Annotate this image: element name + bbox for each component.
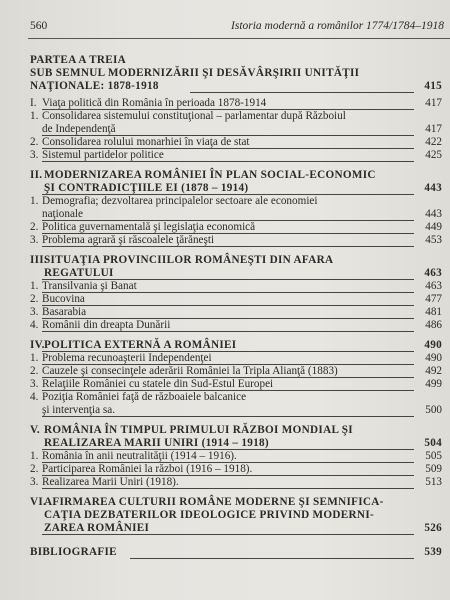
entry-number: III. bbox=[30, 254, 48, 266]
toc-item bbox=[30, 234, 442, 247]
section-heading bbox=[30, 97, 442, 110]
part-heading-line: SUB SEMNUL MODERNIZĂRII ŞI DESĂVÂRŞIRII UNITĂŢII bbox=[30, 67, 360, 79]
page-ref: 477 bbox=[425, 293, 442, 305]
entry-text: ZAREA ROMÂNIEI bbox=[44, 522, 150, 534]
toc-item bbox=[30, 391, 442, 404]
page-ref: 422 bbox=[425, 136, 442, 148]
page-ref: 453 bbox=[425, 234, 442, 246]
toc-item bbox=[30, 195, 442, 208]
spacer bbox=[30, 417, 442, 424]
entry-number: 1. bbox=[30, 450, 39, 462]
toc-item bbox=[30, 280, 442, 293]
entry-number: II. bbox=[30, 169, 43, 181]
entry-number: 3. bbox=[30, 149, 39, 161]
entry-number: I. bbox=[30, 97, 37, 109]
entry-text: Participarea României la război (1916 – 1918). bbox=[42, 463, 253, 475]
toc-item bbox=[30, 319, 442, 332]
toc-item bbox=[30, 110, 442, 123]
part-title: PARTEA A TREIA bbox=[30, 54, 127, 66]
section-heading bbox=[30, 169, 442, 182]
toc-item bbox=[30, 123, 442, 136]
page-ref: 425 bbox=[425, 149, 442, 161]
entry-number: 2. bbox=[30, 293, 39, 305]
entry-number: 3. bbox=[30, 234, 39, 246]
page-ref: 509 bbox=[425, 463, 442, 475]
entry-number: 1. bbox=[30, 352, 39, 364]
toc-item bbox=[30, 136, 442, 149]
entry-number: V. bbox=[30, 424, 41, 436]
dot-leader bbox=[42, 246, 414, 247]
section-heading bbox=[30, 254, 442, 267]
section-heading bbox=[30, 509, 442, 522]
entry-number: 2. bbox=[30, 365, 39, 377]
page-ref: 486 bbox=[425, 319, 442, 331]
entry-text: POLITICA EXTERNĂ A ROMÂNIEI bbox=[44, 339, 237, 351]
entry-text: Consolidarea rolului monarhiei în viaţa de stat bbox=[42, 136, 250, 148]
toc-body bbox=[30, 93, 442, 559]
entry-number: VI. bbox=[30, 496, 47, 508]
page-number: 560 bbox=[30, 20, 48, 32]
section-heading bbox=[30, 424, 442, 437]
entry-text: Românii din dreapta Dunării bbox=[42, 319, 171, 331]
spacer bbox=[30, 535, 442, 542]
toc-item bbox=[30, 378, 442, 391]
entry-text: Problema agrară şi răscoalele ţărăneşti bbox=[42, 234, 215, 246]
page-ref: 490 bbox=[424, 339, 442, 351]
section-heading bbox=[30, 267, 442, 280]
entry-text: Realizarea Marii Uniri (1918). bbox=[42, 476, 179, 488]
spacer bbox=[30, 162, 442, 169]
entry-number: 1. bbox=[30, 110, 39, 122]
page-ref: 443 bbox=[425, 208, 442, 220]
entry-text: Viaţa politică din România în perioada 1878-1914 bbox=[42, 97, 267, 109]
page-ref: 513 bbox=[425, 476, 442, 488]
page-ref: 500 bbox=[425, 404, 442, 416]
page-ref: 443 bbox=[424, 182, 442, 194]
entry-number: 3. bbox=[30, 306, 39, 318]
toc-item bbox=[30, 221, 442, 234]
page-ref: 505 bbox=[425, 450, 442, 462]
entry-text: MODERNIZAREA ROMÂNIEI ÎN PLAN SOCIAL-ECONOMIC bbox=[44, 169, 376, 181]
entry-text: Cauzele şi consecinţele aderării României la Tripla Alianţă (1883) bbox=[42, 365, 338, 377]
entry-text: România în anii neutralităţii (1914 – 1916). bbox=[42, 450, 237, 462]
entry-text: CAŢIA DEZBATERILOR IDEOLOGICE PRIVIND MODERNI- bbox=[44, 509, 374, 521]
entry-text: Sistemul partidelor politice bbox=[42, 149, 164, 161]
entry-text: Bucovina bbox=[42, 293, 85, 305]
header-rule bbox=[28, 38, 450, 39]
entry-number: 2. bbox=[30, 463, 39, 475]
entry-text: Problema recunoaşterii Independenţei bbox=[42, 352, 212, 364]
dot-leader bbox=[42, 488, 414, 489]
entry-number: 1. bbox=[30, 195, 39, 207]
entry-number: 4. bbox=[30, 319, 39, 331]
toc-item bbox=[30, 365, 442, 378]
page-ref: 539 bbox=[424, 546, 442, 558]
entry-text: Consolidarea sistemului constituţional – parlamentar după Războiul bbox=[42, 110, 346, 122]
entry-text: naţionale bbox=[42, 208, 84, 220]
entry-text: de Independenţă bbox=[42, 123, 116, 135]
dot-leader bbox=[42, 161, 414, 162]
entry-number: 2. bbox=[30, 221, 39, 233]
section-heading bbox=[30, 522, 442, 535]
dot-leader bbox=[190, 92, 414, 93]
entry-text: Transilvania şi Banat bbox=[42, 280, 137, 292]
toc-item bbox=[30, 306, 442, 319]
entry-number: 2. bbox=[30, 136, 39, 148]
page-ref: 417 bbox=[425, 123, 442, 135]
dot-leader bbox=[42, 331, 414, 332]
toc-item bbox=[30, 404, 442, 417]
page-ref: 463 bbox=[424, 267, 442, 279]
table-of-contents bbox=[30, 54, 442, 559]
entry-text: Politica guvernamentală şi legislaţia economică bbox=[42, 221, 256, 233]
toc-item bbox=[30, 208, 442, 221]
section-heading bbox=[30, 339, 442, 352]
dot-leader bbox=[42, 416, 414, 417]
bibliography-entry bbox=[30, 546, 442, 559]
entry-number: 3. bbox=[30, 378, 39, 390]
page-ref: 417 bbox=[425, 97, 442, 109]
section-heading bbox=[30, 437, 442, 450]
entry-text: REGATULUI bbox=[44, 267, 114, 279]
toc-item bbox=[30, 352, 442, 365]
page-ref: 463 bbox=[425, 280, 442, 292]
section-heading bbox=[30, 182, 442, 195]
entry-number: IV. bbox=[30, 339, 45, 351]
entry-text: Basarabia bbox=[42, 306, 87, 318]
entry-text: ŞI CONTRADICŢIILE EI (1878 – 1914) bbox=[44, 182, 249, 194]
dot-leader bbox=[130, 558, 414, 559]
entry-text: REALIZAREA MARII UNIRI (1914 – 1918) bbox=[44, 437, 269, 449]
spacer bbox=[30, 332, 442, 339]
section-heading bbox=[30, 496, 442, 509]
entry-text: SITUAŢIA PROVINCIILOR ROMÂNEŞTI DIN AFARA bbox=[44, 254, 334, 266]
spacer bbox=[30, 247, 442, 254]
page-ref: 481 bbox=[425, 306, 442, 318]
toc-item bbox=[30, 450, 442, 463]
part-heading-line: NAŢIONALE: 1878-1918 415 bbox=[30, 80, 442, 92]
entry-number: 1. bbox=[30, 280, 39, 292]
entry-text: şi intervenţia sa. bbox=[42, 404, 116, 416]
running-title: Istoria modernă a românilor 1774/1784–1918 bbox=[231, 20, 444, 32]
page-ref: 415 bbox=[424, 80, 442, 92]
page-ref: 504 bbox=[424, 437, 442, 449]
page-ref: 499 bbox=[425, 378, 442, 390]
toc-item bbox=[30, 476, 442, 489]
toc-item bbox=[30, 149, 442, 162]
spacer bbox=[30, 489, 442, 496]
page-ref: 449 bbox=[425, 221, 442, 233]
page-ref: 490 bbox=[425, 352, 442, 364]
dot-leader bbox=[42, 534, 414, 535]
entry-text: BIBLIOGRAFIE bbox=[30, 546, 117, 558]
entry-text: AFIRMAREA CULTURII ROMÂNE MODERNE ŞI SEMNIFICA- bbox=[44, 496, 384, 508]
entry-text: Poziţia României faţă de războaiele balcanice bbox=[42, 391, 247, 403]
entry-number: 3. bbox=[30, 476, 39, 488]
entry-text: Demografia; dezvoltarea principalelor sectoare ale economiei bbox=[42, 195, 318, 207]
toc-item bbox=[30, 293, 442, 306]
entry-number: 4. bbox=[30, 391, 39, 403]
page-ref: 492 bbox=[425, 365, 442, 377]
toc-item bbox=[30, 463, 442, 476]
entry-text: ROMÂNIA ÎN TIMPUL PRIMULUI RĂZBOI MONDIAL ŞI bbox=[44, 424, 353, 436]
page-header bbox=[30, 20, 450, 36]
entry-text: Relaţiile României cu statele din Sud-Estul Europei bbox=[42, 378, 274, 390]
page-ref: 526 bbox=[424, 522, 442, 534]
